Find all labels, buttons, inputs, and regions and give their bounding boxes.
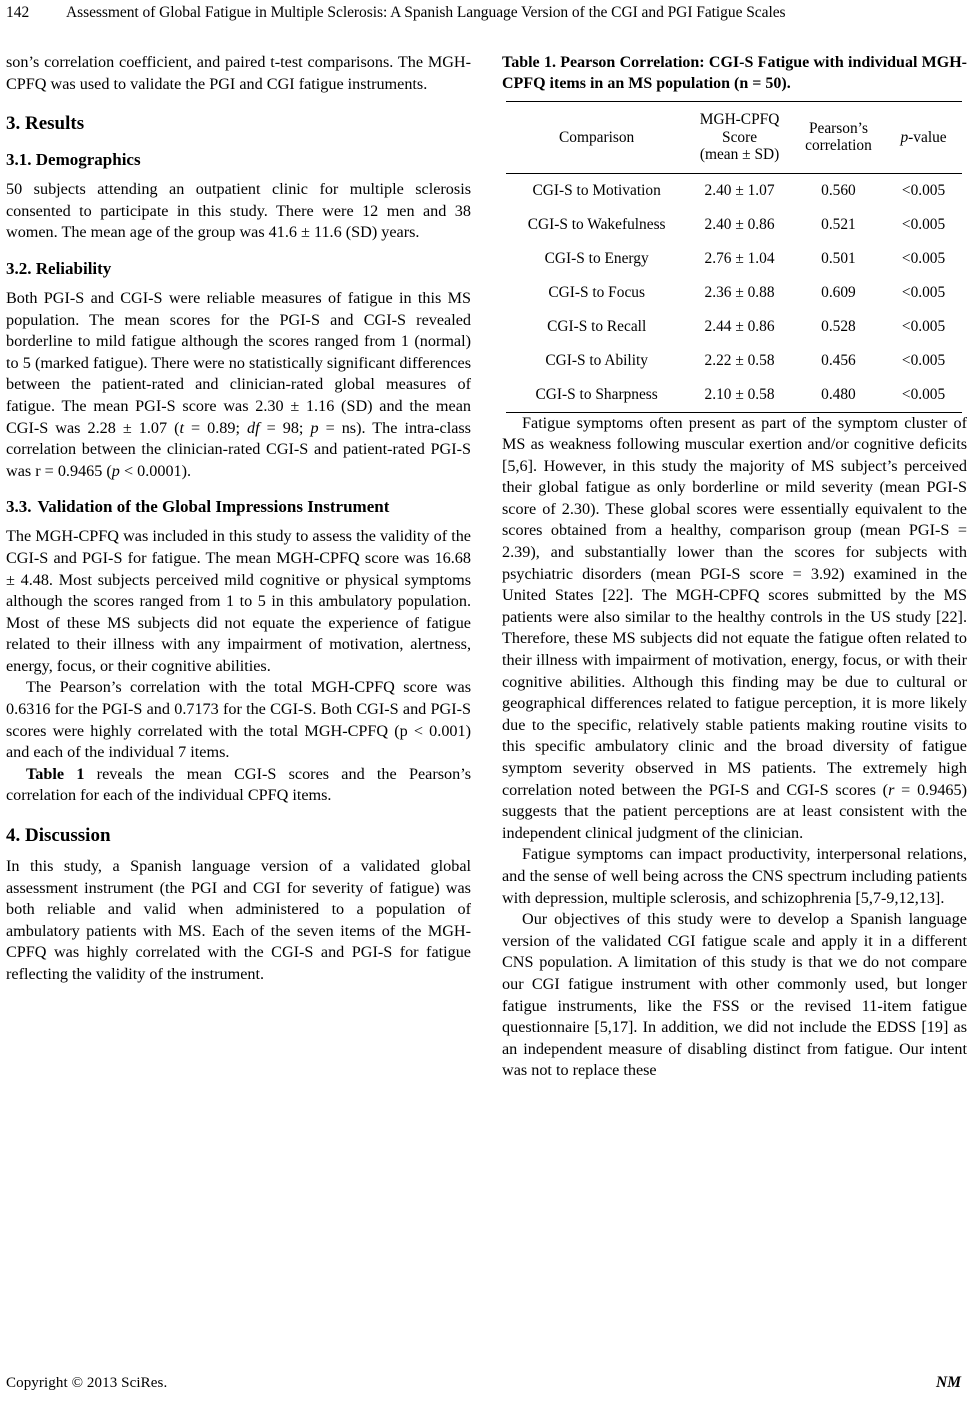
correlation-header-line1: Pearson’s [808,119,868,137]
score-header-line1: MGH-CPFQ [699,111,780,128]
reliability-italic-t: t [179,418,184,437]
p-value-italic: p [900,128,909,146]
column-header-comparison: Comparison [559,128,635,146]
paragraph-demographics: 50 subjects attending an outpatient clinic for multiple sclerosis consented to participate in this study. There were 12 men and 38 women. The mean age of the group was 41.6 ± 11.6 (SD) years. [6,180,471,242]
subsection-number: 3.3. [6,497,32,517]
right-p1-italic-r: r [888,780,895,799]
cell-score: 2.40 ± 0.86 [704,216,775,233]
cell-comparison: CGI-S to Motivation [532,182,661,199]
cell-p-value: <0.005 [901,284,946,301]
table-row [506,242,962,276]
section-heading-discussion: 4. Discussion [6,825,111,847]
cell-p-value: <0.005 [901,182,946,199]
cell-correlation: 0.560 [821,182,856,199]
cell-comparison: CGI-S to Recall [547,318,647,335]
paragraph-discussion-right-3: Our objectives of this study were to develop a Spanish language version of the validated CGI fatigue scale and apply it in a different CNS population. A limitation of this study is that we do not compare our CGI fatigue instrument with other commonly used, but longer fatigue instruments, like the FSS or the revised 11-item fatigue questionnaire [5,17]. In addition, we did not include the EDSS [19] as an independent measure of disabling distinct from fatigue. Our intent was not to replace these [502,910,967,1080]
right-p1-rest: = 0.9465) suggests that the patient perceptions are at least consistent with the independent clinical judgment of the clinician. [502,780,967,842]
table-row [506,276,962,310]
table-row [506,378,962,413]
cell-comparison: CGI-S to Energy [544,250,649,267]
cell-p-value: <0.005 [901,386,946,403]
correlation-header-line2: correlation [805,137,872,155]
cell-correlation: 0.480 [821,386,856,403]
table-row [506,310,962,344]
cell-comparison: CGI-S to Wakefulness [527,216,666,233]
running-header [0,0,967,26]
left-column [6,52,471,986]
cell-correlation: 0.501 [821,250,856,267]
right-column [502,52,967,1082]
cell-comparison: CGI-S to Ability [545,352,648,369]
paragraph-discussion-1: In this study, a Spanish language version of a validated global assessment instrument (the PGI and CGI for severity of fatigue) was both reliable and valid when administered to a population of ambulatory patients with MS. Each of the seven items of the MGH-CPFQ was highly correlated with the CGI-S and PGI-S for fatigue reflecting the validity of the instrument. [6,857,471,983]
cell-score: 2.36 ± 0.88 [704,284,775,301]
validation-3-text: reveals the mean CGI-S scores and the Pearson’s correlation for each of the individual CPFQ items. [6,764,471,805]
running-title: Assessment of Global Fatigue in Multiple Sclerosis: A Spanish Language Version of the CGI and PGI Fatigue Scales [66,4,786,21]
table-caption: Table 1. Pearson Correlation: CGI-S Fatigue with individual MGH-CPFQ items in an MS population (n = 50). [502,54,967,92]
reliability-text-d: = ns). The intra-class correlation between the clinician-rated CGI-S and patient-rated PGI-S was r = 0.9465 ( [6,418,471,480]
cell-score: 2.22 ± 0.58 [704,352,775,369]
paragraph-validation-2: The Pearson’s correlation with the total MGH-CPFQ score was 0.6316 for the PGI-S and 0.7173 for the CGI-S. Both CGI-S and PGI-S scores were highly correlated with the total MGH-CPFQ (p < 0.001) and each of the individual 7 items. [6,678,471,762]
table-header-row [506,102,962,174]
table-body [506,173,962,412]
column-header-correlation [792,102,885,174]
cell-comparison: CGI-S to Focus [548,284,645,301]
subsection-heading-reliability: 3.2. Reliability [6,258,112,278]
copyright-notice: Copyright © 2013 SciRes. [6,1375,168,1391]
cell-score: 2.44 ± 0.86 [704,318,775,335]
cell-correlation: 0.521 [821,216,856,233]
right-p1-text: Fatigue symptoms often present as part of the symptom cluster of MS as weakness following muscular exertion and/or cognitive deficits [5,6]. However, in this study the majority of MS subject’s perceived their global fatigue as only borderline or mild severity (mean PGI-S score of 2.30). These global scores were essentially equivalent to the scores obtained from a healthy, comparison group (mean PGI-S = 2.39), and substantially lower than the scores for subjects with psychiatric disorders (mean PGI-S score = 3.92) examined in the United States [22]. The MGH-CPFQ scores submitted by the MS patients were also similar to the healthy controls in the US study [22]. Therefore, these MS subjects did not equate the fatigue often related to their illness with impairment of motivation, energy, focus, or with their cognitive abilities. Although this finding may be due to cultural or geographical differences related to fatigue perception, it is more likely due to the specific, relatively stable patients making routine visits to this specific ambulatory clinic and the broad diversity of fatigue symptom severity observed in MS patients. The extremely high correlation noted between the PGI-S and CGI-S scores ( [502,413,967,799]
table-head [506,102,962,174]
table-row [506,173,962,208]
cell-correlation: 0.456 [821,352,856,369]
table-reference: Table 1 [26,764,85,783]
subsection-heading-demographics: 3.1. Demographics [6,150,141,170]
subsection-heading-validation [6,496,471,518]
table-row [506,208,962,242]
pearson-correlation-table [506,101,962,413]
paragraph-continued: son’s correlation coefficient, and paired t-test comparisons. The MGH-CPFQ was used to validate the PGI and CGI fatigue instruments. [6,53,471,93]
reliability-text-e: < 0.0001). [119,461,192,480]
cell-p-value: <0.005 [901,250,946,267]
reliability-text-c: = 98; [259,418,311,437]
cell-comparison: CGI-S to Sharpness [535,386,658,403]
table-row [506,344,962,378]
reliability-text-a: Both PGI-S and CGI-S were reliable measures of fatigue in this MS population. The mean scores for the PGI-S and CGI-S revealed borderline to mild fatigue although the scores ranged from 1 (normal) to 5 (marked fatigue). There were no statistically significant differences between the patient-rated and clinician-rated global measures of fatigue. The mean PGI-S score was 2.30 ± 1.16 (SD) and the mean CGI-S was 2.28 ± 1.07 ( [6,288,471,437]
score-header-line2: Score [722,128,758,146]
page-number: 142 [6,4,30,21]
section-heading-results: 3. Results [6,113,85,135]
page-footer [6,1374,961,1396]
paragraph-validation-1: The MGH-CPFQ was included in this study to assess the validity of the CGI-S and PGI-S for fatigue. The mean MGH-CPFQ score was 16.68 ± 4.48. Most subjects perceived mild cognitive or physical symptoms although the scores ranged from 1 to 5 in this ambulatory population. Most of these MS subjects did not equate the experience of fatigue related to their illness with any impairment of motivation, alertness, energy, focus, or their cognitive abilities. [6,527,471,675]
cell-p-value: <0.005 [901,352,946,369]
cell-score: 2.76 ± 1.04 [704,250,775,267]
cell-p-value: <0.005 [901,318,946,335]
column-header-score [687,102,792,174]
p-value-rest: -value [908,128,947,146]
reliability-text-b: = 0.89; [183,418,247,437]
subsection-title: Validation of the Global Impressions Instrument [37,497,390,517]
paragraph-discussion-right-1 [502,413,967,845]
reliability-italic-p2: p [111,461,120,480]
reliability-italic-p1: p [310,418,319,437]
score-header-line3: (mean ± SD) [699,146,780,163]
paragraph-validation-3 [6,764,471,807]
cell-score: 2.40 ± 1.07 [704,182,775,199]
journal-abbreviation: NM [936,1374,961,1391]
paragraph-discussion-right-2: Fatigue symptoms can impact productivity, interpersonal relations, and the sense of well being across the CNS spectrum including patients with depression, multiple sclerosis, and schizophrenia [5,7-9,12,13]. [502,845,967,907]
cell-correlation: 0.528 [821,318,856,335]
column-header-p-value [885,102,962,174]
cell-p-value: <0.005 [901,216,946,233]
reliability-italic-df: df [246,418,260,437]
paragraph-reliability [6,288,471,482]
cell-correlation: 0.609 [821,284,856,301]
cell-score: 2.10 ± 0.58 [704,386,775,403]
